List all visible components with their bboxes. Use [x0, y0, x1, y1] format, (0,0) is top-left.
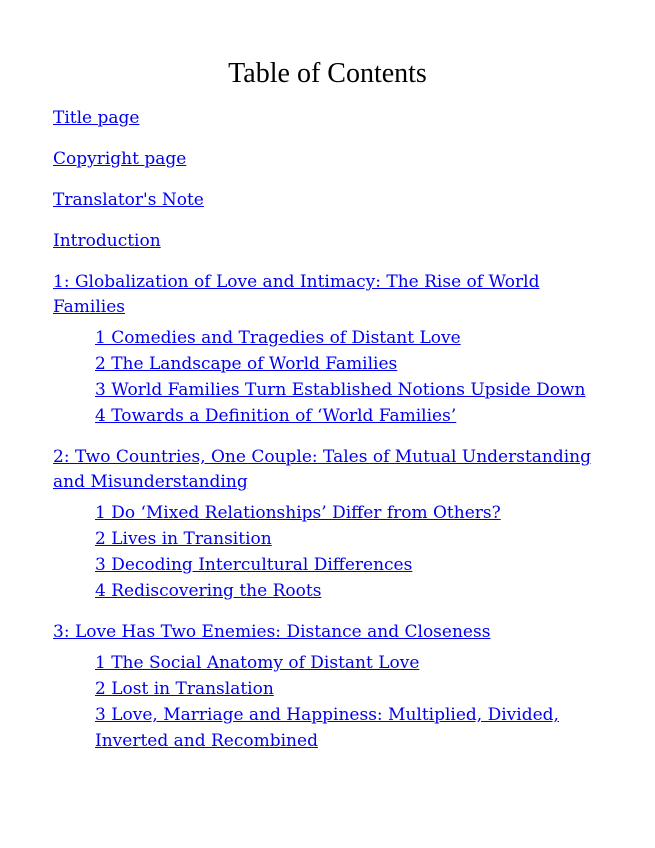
toc-subentry [95, 702, 602, 754]
toc-subentry [95, 377, 602, 403]
toc-subentry [95, 676, 602, 702]
toc-chapter [53, 620, 602, 754]
toc-subentry [95, 578, 602, 604]
toc-entry [53, 147, 602, 172]
toc-link-2-3[interactable]: 3 Decoding Intercultural Differences [95, 555, 413, 575]
toc-link-1-1[interactable]: 1 Comedies and Tragedies of Distant Love [95, 328, 461, 348]
toc-entry [53, 106, 602, 131]
toc-link-copyright-page[interactable]: Copyright page [53, 149, 187, 169]
toc-link-1-4[interactable]: 4 Towards a Definition of ‘World Families’ [95, 406, 457, 426]
toc-link-2-1[interactable]: 1 Do ‘Mixed Relationships’ Differ from Others? [95, 503, 501, 523]
toc-link-2-4[interactable]: 4 Rediscovering the Roots [95, 581, 322, 601]
toc-link-chapter-1[interactable]: 1: Globalization of Love and Intimacy: The Rise of World Families [53, 272, 540, 317]
toc-link-3-1[interactable]: 1 The Social Anatomy of Distant Love [95, 653, 420, 673]
toc-subentry [95, 325, 602, 351]
toc-link-translators-note[interactable]: Translator's Note [53, 190, 204, 210]
toc-entry [53, 188, 602, 213]
toc-sublist-chapter-1 [53, 325, 602, 429]
toc-subentry [95, 552, 602, 578]
toc-subentry [95, 351, 602, 377]
toc-link-3-3[interactable]: 3 Love, Marriage and Happiness: Multiplied, Divided, Inverted and Recombined [95, 705, 559, 751]
toc-link-title-page[interactable]: Title page [53, 108, 140, 128]
toc-subentry [95, 650, 602, 676]
toc-link-chapter-2[interactable]: 2: Two Countries, One Couple: Tales of Mutual Understanding and Misunderstanding [53, 447, 592, 492]
toc-sublist-chapter-2 [53, 500, 602, 604]
toc-subentry [95, 403, 602, 429]
page-title: Table of Contents [228, 58, 427, 89]
toc-subentry [95, 500, 602, 526]
toc-link-2-2[interactable]: 2 Lives in Transition [95, 529, 272, 549]
toc-link-introduction[interactable]: Introduction [53, 231, 161, 251]
toc-chapter [53, 270, 602, 429]
toc-entry [53, 229, 602, 254]
toc-list [53, 106, 602, 754]
toc-link-chapter-3[interactable]: 3: Love Has Two Enemies: Distance and Closeness [53, 622, 491, 642]
toc-subentry [95, 526, 602, 552]
toc-sublist-chapter-3 [53, 650, 602, 754]
toc-chapter [53, 445, 602, 604]
toc-link-3-2[interactable]: 2 Lost in Translation [95, 679, 274, 699]
toc-link-1-3[interactable]: 3 World Families Turn Established Notions Upside Down [95, 380, 586, 400]
toc-link-1-2[interactable]: 2 The Landscape of World Families [95, 354, 398, 374]
